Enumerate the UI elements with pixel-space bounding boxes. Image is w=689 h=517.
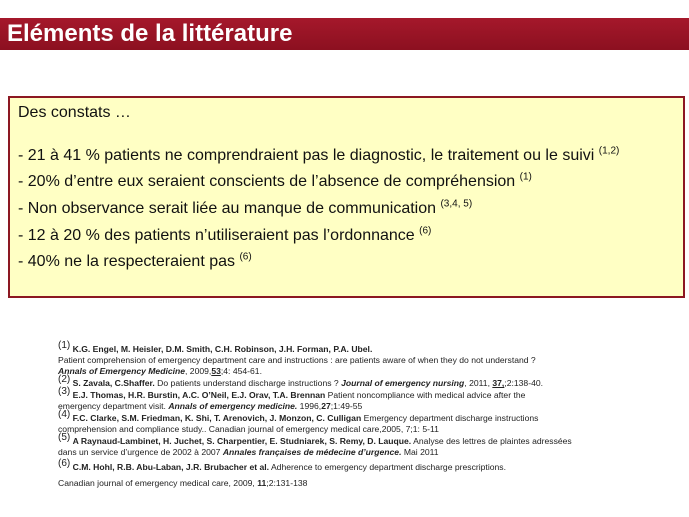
reference-3: $^{(3)}$ E.J. Thomas, H.R. Burstin, A.C. O’Neil, E.J. Orav, T.A. Brennan Patient noncompliance with medical advice after the emergency department visit. Annals of emergency medicine. 1996,27;1:49-55 [58,386,526,411]
finding-4: - 12 à 20 % des patients n’utiliseraient pas l’ordonnance $^{(6)}$ [18,225,432,244]
reference-4: $^{(4)}$ F.C. Clarke, S.M. Friedman, K. Shi, T. Arenovich, J. Monzon, C. Culligan Emergency department discharge instructions comprehension and compliance study.. Canadian journal of emergency medical care,2005, 7;1: 5-11 [58,409,539,434]
finding-2: - 20% d’entre eux seraient conscients de l’absence de compréhension $^{(1)}$ [18,171,532,190]
slide-title: Eléments de la littérature [7,20,293,47]
finding-5: - 40% ne la respecteraient pas $^{(6)}$ [18,251,252,270]
reference-2: $^{(2)}$ S. Zavala, C.Shaffer. Do patients understand discharge instructions ? Journal of emergency nursing, 2011, 37,;2:138-40. [58,374,544,388]
finding-1: - 21 à 41 % patients ne comprendraient pas le diagnostic, le traitement ou le suivi $^{(1,2)}$ [18,145,620,164]
reference-6: $^{(6)}$ C.M. Hohl, R.B. Abu-Laban, J.R. Brubacher et al. Adherence to emergency department discharge prescriptions. Canadian journal of emergency medical care, 2009, 11;2:131-138 [58,458,506,488]
references [58,340,683,490]
title-bar [0,18,689,50]
findings-box [8,96,685,298]
finding-3: - Non observance serait liée au manque de communication $^{(3,4, 5)}$ [18,198,473,217]
reference-1: $^{(1)}$ K.G. Engel, M. Heisler, D.M. Smith, C.H. Robinson, J.H. Forman, P.A. Ubel. Patient comprehension of emergency department care and instructions : are patients aware of when they do not understand ? Annals of Emergency Medicine, 2009,53;4: 454-61. [58,340,536,376]
findings-intro: Des constats … [18,104,131,121]
reference-5: $^{(5)}$ A Raynaud-Lambinet, H. Juchet, S. Charpentier, E. Studniarek, S. Remy, D. Lauque. Analyse des lettres de plaintes adressées dans un service d’urgence de 2002 à 2007 Annales françaises de médecine d’urgence. Mai 2011 [58,432,572,457]
